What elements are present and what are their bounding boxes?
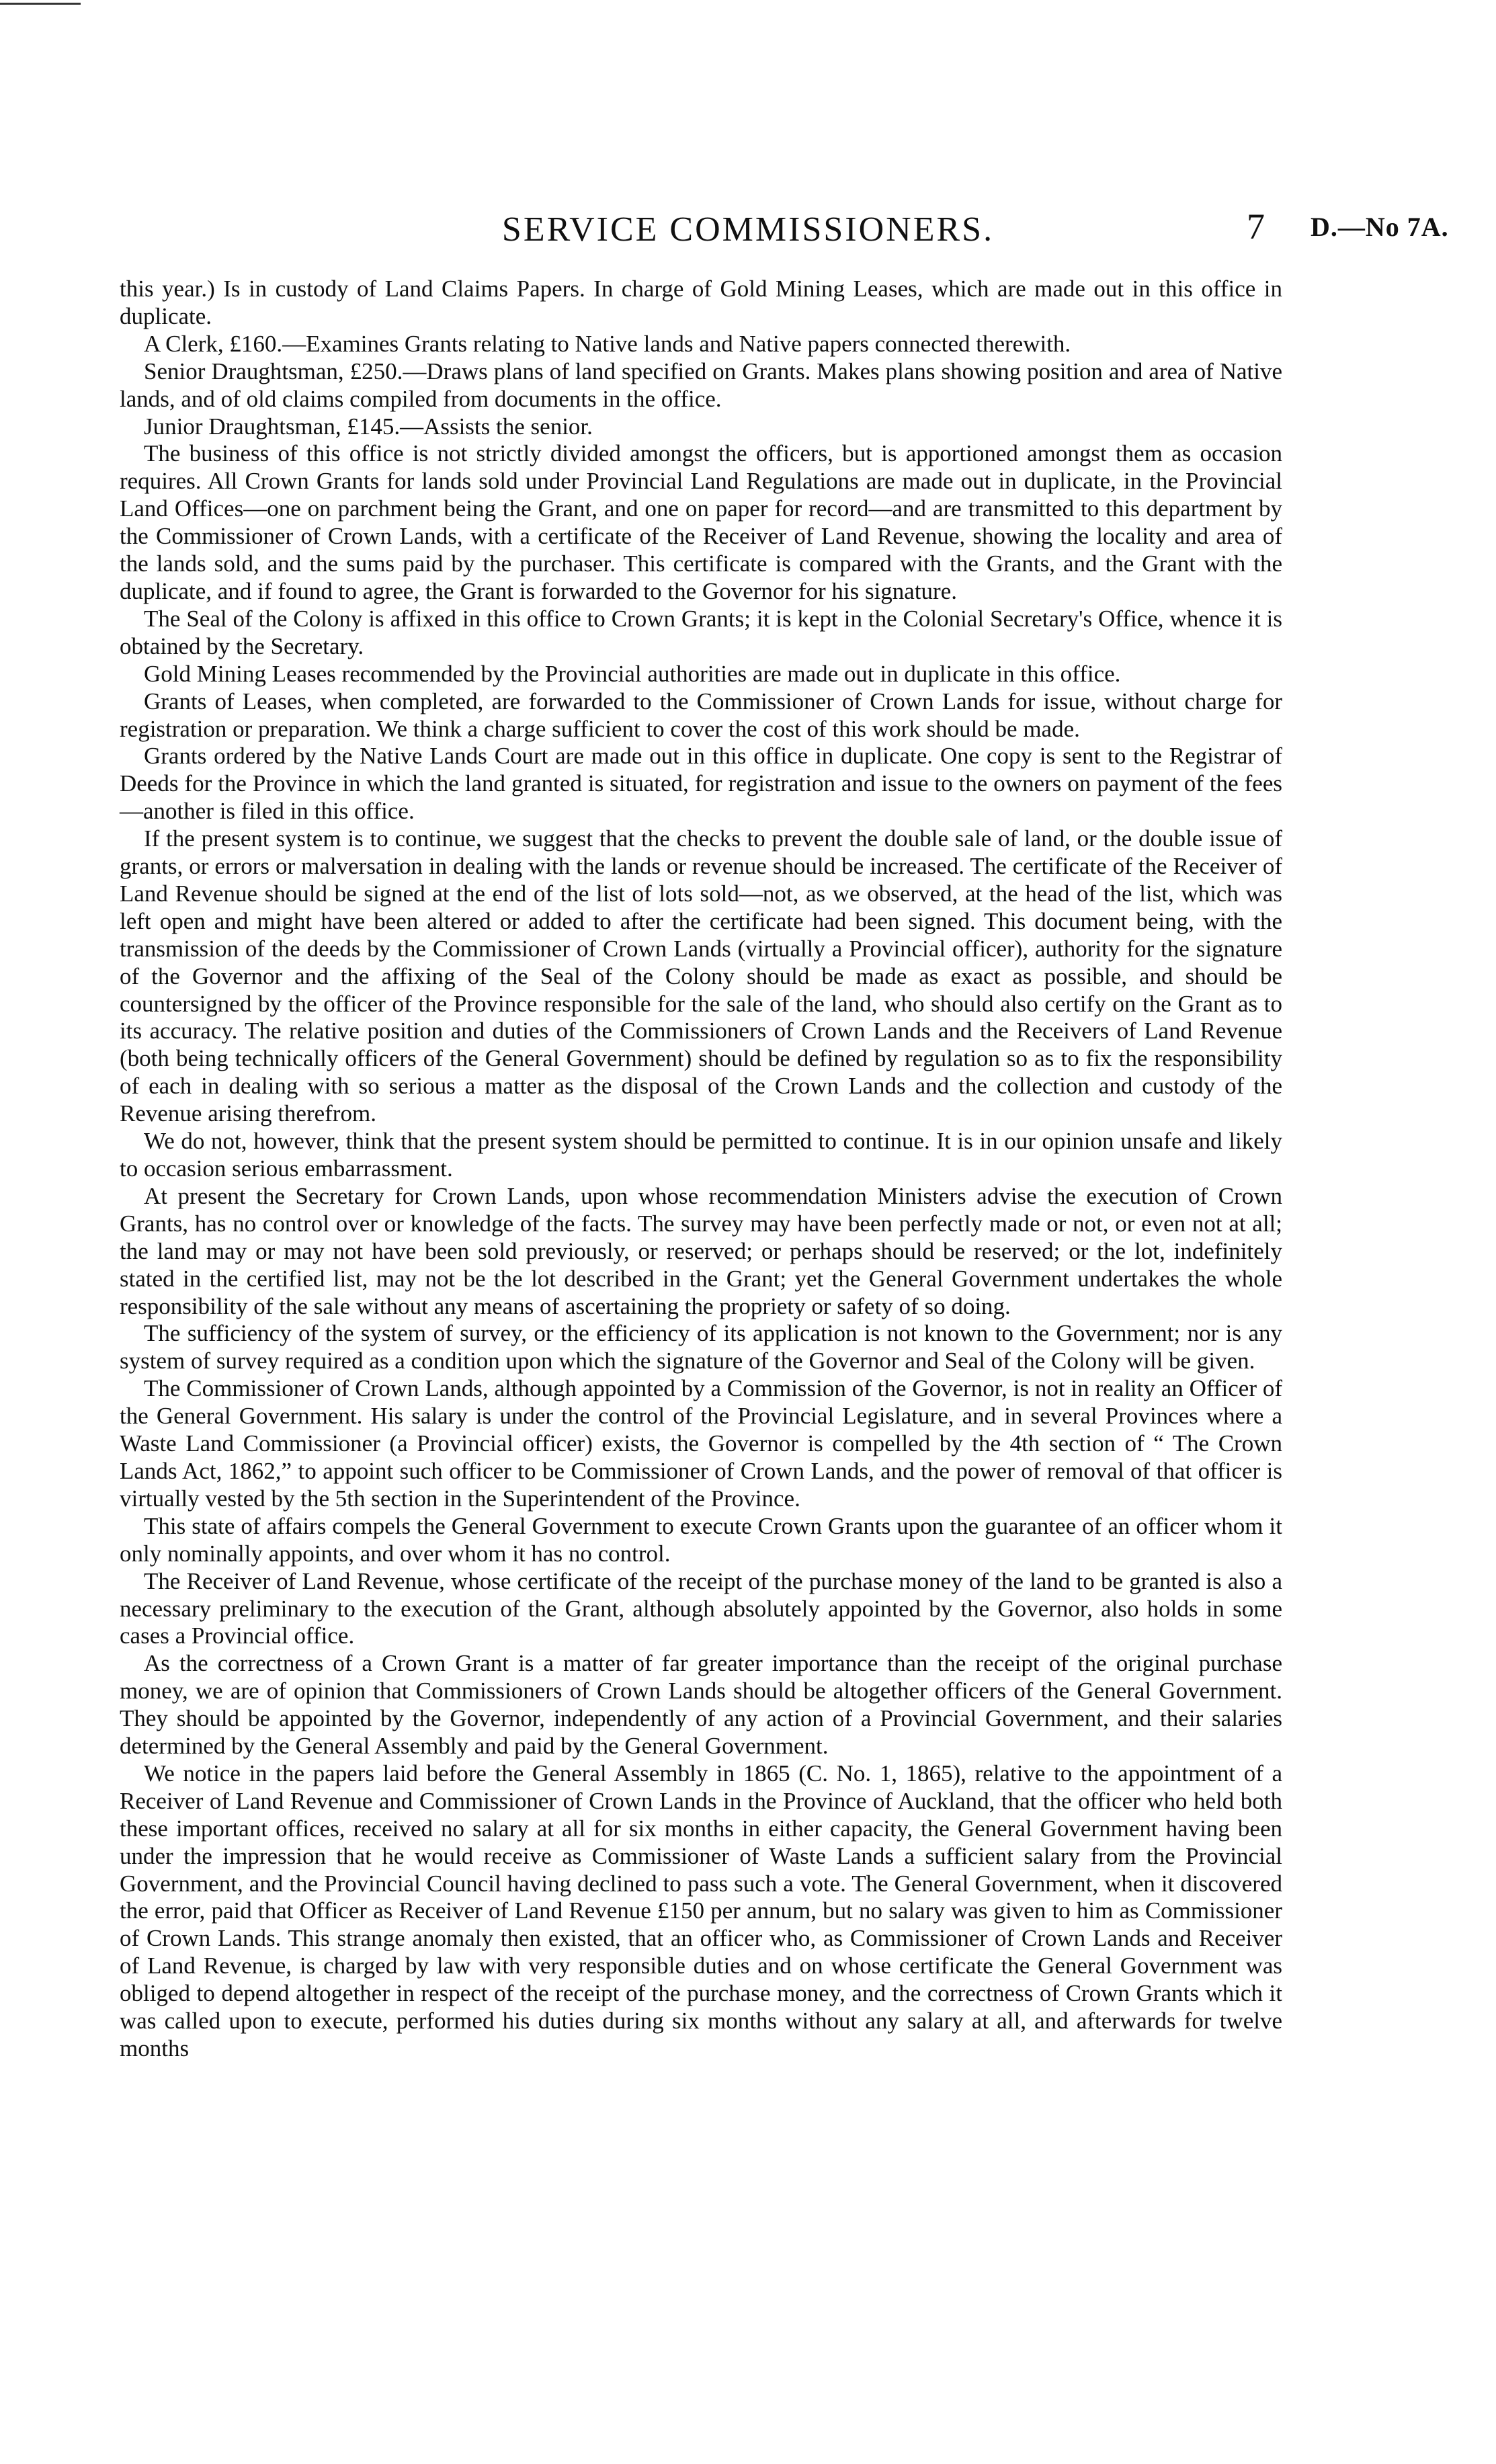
paragraph-gold-mining: Gold Mining Leases recommended by the Provincial authorities are made out in duplicate in this office. <box>144 660 1121 687</box>
corner-rule <box>0 3 81 5</box>
paragraph-auckland: We notice in the papers laid before the General Assembly in 1865 (C. No. 1, 1865), relative to the appointment of a Receiver of Land Revenue and Commissioner of Crown Lands in the Province of Auckland, that the officer who held both these important offices, received no salary at all for six months in either capacity, the General Government having been under the impression that he would receive as Commissioner of Waste Lands a sufficient salary from the Provincial Government, and the Provincial Council having declined to pass such a vote. The General Government, when it discovered the error, paid that Officer as Receiver of Land Revenue £150 per annum, but no salary was given to him as Commissioner of Crown Lands. This strange anomaly then existed, that an officer who, as Commissioner of Crown Lands and Receiver of Land Revenue, is charged by law with very responsible duties and on whose certificate the General Government was obliged to depend altogether in respect of the receipt of the purchase money, and the correctness of Crown Grants which it was called upon to execute, performed his duties during six months without any salary at all, and afterwards for twelve months <box>120 1760 1282 2061</box>
paragraph-secretary: At present the Secretary for Crown Lands, upon whose recommendation Ministers advise the execution of Crown Grants, has no control over or knowledge of the facts. The survey may have been perfectly made or not, or even not at all; the land may or may not have been sold previously, or reserved; or perhaps should be reserved; or the lot, indefinitely stated in the certified list, may not be the lot described in the Grant; yet the General Government undertakes the whole responsibility of the sale without any means of ascertaining the propriety or safety of so doing. <box>120 1182 1282 1319</box>
paragraph-survey: The sufficiency of the system of survey, or the efficiency of its application is not known to the Government; nor is any system of survey required as a condition upon which the signature of the Governor and Seal of the Colony will be given. <box>120 1320 1282 1374</box>
paragraph-continuation: this year.) Is in custody of Land Claims Papers. In charge of Gold Mining Leases, which are made out in this office in duplicate. <box>120 276 1282 329</box>
paragraph-state-of-affairs: This state of affairs compels the General Government to execute Crown Grants upon the guarantee of an officer whom it only nominally appoints, and over whom it has no control. <box>120 1512 1282 1567</box>
document-reference: D.—No 7A. <box>1311 212 1449 242</box>
paragraph-business: The business of this office is not strictly divided amongst the officers, but is apportioned amongst them as occasion requires. All Crown Grants for lands sold under Provincial Land Regulations are made out in duplicate, in the Provincial Land Offices—one on parchment being the Grant, and one on paper for record—and are transmitted to this department by the Commissioner of Crown Lands, with a certificate of the Receiver of Land Revenue, showing the locality and area of the lands sold, and the sums paid by the purchaser. This certificate is compared with the Grants, and the Grant with the duplicate, and if found to agree, the Grant is forwarded to the Governor for his signature. <box>120 440 1282 604</box>
paragraph-present-system: If the present system is to continue, we suggest that the checks to prevent the double sale of land, or the double issue of grants, or errors or malversation in dealing with the lands or revenue should be increased. The certificate of the Receiver of Land Revenue should be signed at the end of the list of lots sold—not, as we observed, at the head of the list, which was left open and might have been altered or added to after the certificate had been signed. This document being, with the transmission of the deeds by the Commissioner of Crown Lands (virtually a Provincial officer), authority for the signature of the Governor and the affixing of the Seal of the Colony should be made as exact as possible, and should be countersigned by the officer of the Province responsible for the sale of the land, who should also certify on the Grant as to its accuracy. The relative position and duties of the Commissioners of Crown Lands and the Receivers of Land Revenue (both being technically officers of the General Government) should be defined by regulation so as to fix the responsibility of each in dealing with so serious a matter as the disposal of the Crown Lands and the collection and custody of the Revenue arising therefrom. <box>120 825 1282 1127</box>
paragraph-not-permitted: We do not, however, think that the present system should be permitted to continue. It is in our opinion unsafe and likely to occasion serious embarrassment. <box>120 1128 1282 1182</box>
paragraph-correctness: As the correctness of a Crown Grant is a matter of far greater importance than the receipt of the original purchase money, we are of opinion that Commissioners of Crown Lands should be altogether officers of the General Government. They should be appointed by the Governor, independently of any action of a Provincial Government, and their salaries determined by the General Assembly and paid by the General Government. <box>120 1650 1282 1760</box>
paragraph-grants-of-leases: Grants of Leases, when completed, are forwarded to the Commissioner of Crown Lands for issue, without charge for registration or preparation. We think a charge sufficient to cover the cost of this work should be made. <box>120 688 1282 742</box>
paragraph-receiver: The Receiver of Land Revenue, whose certificate of the receipt of the purchase money of the land to be granted is also a necessary preliminary to the execution of the Grant, although absolutely appointed by the Governor, also holds in some cases a Provincial office. <box>120 1567 1282 1649</box>
page-header <box>0 202 1496 262</box>
page-number: 7 <box>1247 206 1265 247</box>
paragraph-senior-draughtsman: Senior Draughtsman, £250.—Draws plans of land specified on Grants. Makes plans showing position and area of Native lands, and of old claims compiled from documents in the office. <box>120 358 1282 412</box>
paragraph-native-lands-court: Grants ordered by the Native Lands Court are made out in this office in duplicate. One copy is sent to the Registrar of Deeds for the Province in which the land granted is situated, for registration and issue to the owners on payment of the fees—another is filed in this office. <box>120 743 1282 825</box>
page-title: SERVICE COMMISSIONERS. <box>501 210 995 249</box>
paragraph-junior-draughtsman: Junior Draughtsman, £145.—Assists the senior. <box>144 413 593 440</box>
paragraph-commissioner: The Commissioner of Crown Lands, although appointed by a Commission of the Governor, is not in reality an Officer of the General Government. His salary is under the control of the Provincial Legislature, and in several Provinces where a Waste Land Commissioner (a Provincial officer) exists, the Governor is compelled by the 4th section of “ The Crown Lands Act, 1862,” to appoint such officer to be Commissioner of Crown Lands, and the power of removal of that officer is virtually vested by the 5th section in the Superintendent of the Province. <box>120 1375 1282 1512</box>
paragraph-clerk: A Clerk, £160.—Examines Grants relating to Native lands and Native papers connected therewith. <box>144 330 1071 357</box>
body-text <box>120 276 1282 2063</box>
paragraph-seal: The Seal of the Colony is affixed in this office to Crown Grants; it is kept in the Colonial Secretary's Office, whence it is obtained by the Secretary. <box>120 605 1282 659</box>
